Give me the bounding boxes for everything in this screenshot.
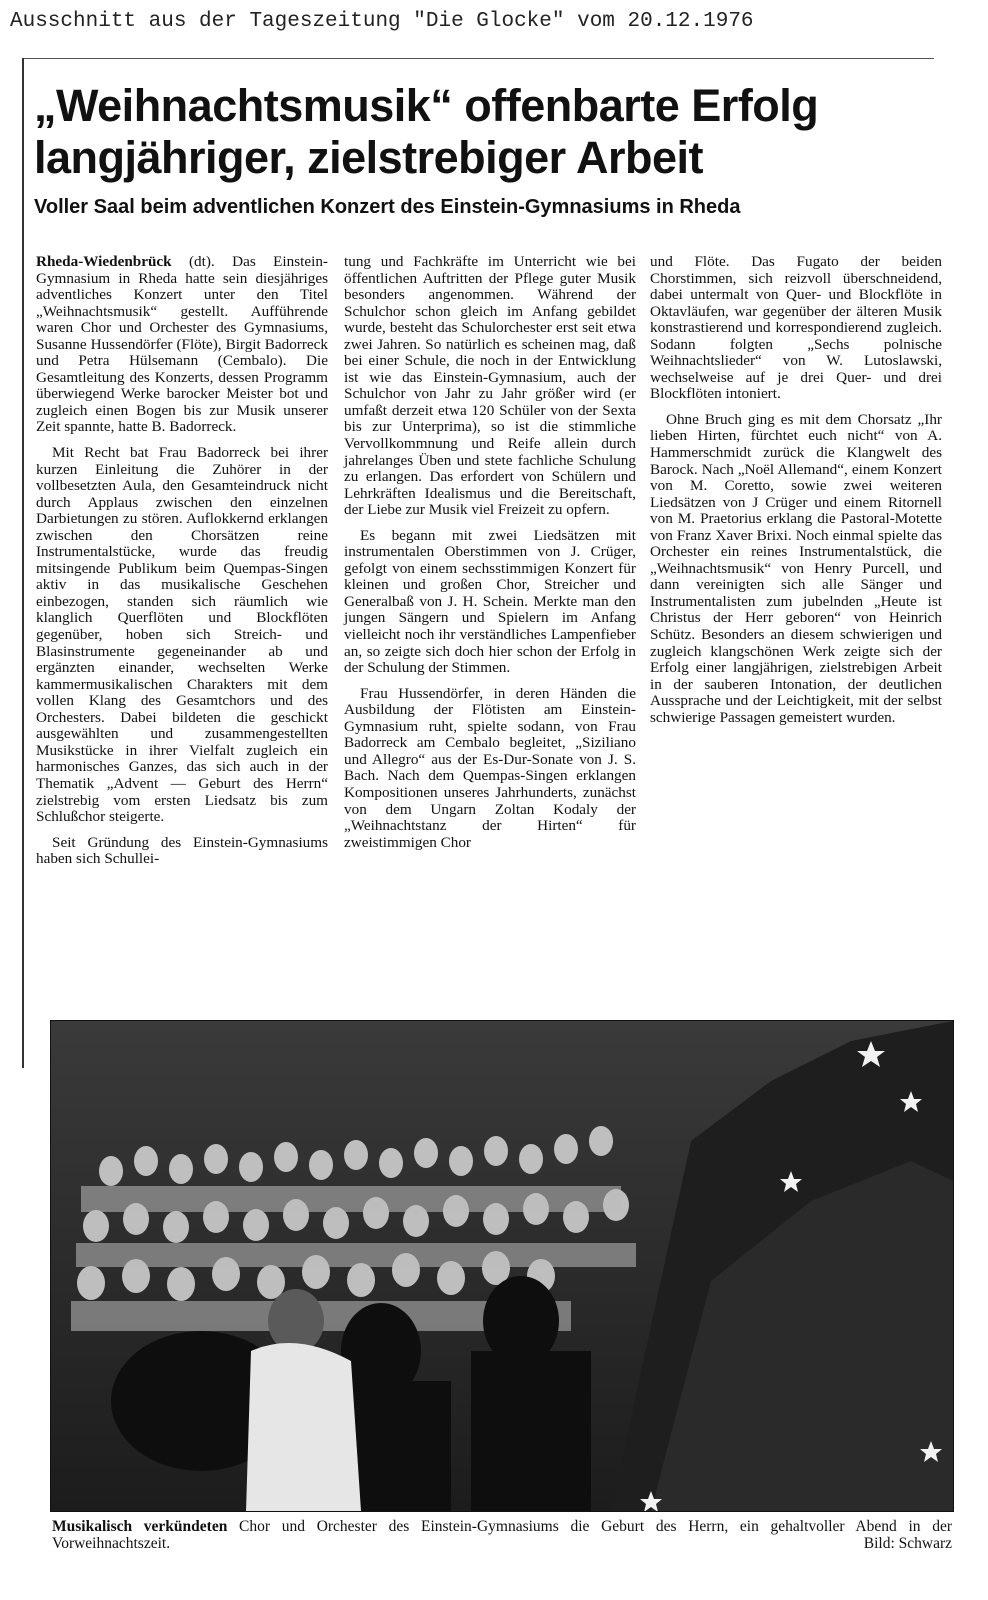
paragraph-5-start: Frau Hussendörfer, in deren Händen die Ausbildung der Flötisten am Einstein-Gymnasium ruht, spielte sodann, von Frau Badorreck am Cembalo begleitet, „Siziliano und Allegro“ aus der Es-Dur-Sonate von J. S. Bach. Nach dem Quempas-Singen erklangen Kompositionen unseres Jahrhunderts, zunächst von dem Ungarn Zoltan Kodaly der „Weihnachtstanz der Hirten“ für zweistimmigen Chor [344,684,636,851]
paragraph-2: Mit Recht bat Frau Badorreck bei ihrer kurzen Einleitung die Zuhörer in der vollbesetzten Aula, den Gesamteindruck nicht durch Applaus zwischen den einzelnen Darbietungen zu stören. Auflokkernd erklangen zwischen den Chorsätzen reine Instrumentalstücke, wurde das freudig mitsingende Publikum beim Quempas-Singen aktiv in das musikalische Geschehen einbezogen, standen sich räumlich wie klanglich Querflöten und Blockflöten gegenüber, hoben sich Streich- und Blasinstrumente gegeneinander ab und ergänzten einander, wechselten Werke kammermusikalischen Charakters mit dem vollen Klang des Gesamtchors und des Orchesters. Dabei bildeten die geschickt ausgewählten und zusammengestellten Musikstücke in ihrer Vielfalt zugleich ein harmonisches Ganzes, das sich auch in der Thematik „Advent — Geburt des Herrn“ zielstrebig vom ersten Liedsatz bis zum Schlußchor steigerte. [36,444,328,826]
text-column-2 [344,254,636,851]
caption-lead: Musikalisch verkündeten [52,1518,228,1535]
top-rule [22,58,934,59]
left-rule [22,58,24,1068]
paragraph-5-continued: und Flöte. Das Fugato der beiden Chorstimmen, sich reizvoll überschneidend, dabei untermalt von Quer- und Blockflöte in Oktavläufen, war gegenüber der älteren Musik konstrastierend und korrespondierend zugleich. Sodann folgten „Sechs polnische Weihnachtslieder“ von W. Lutoslawski, wechselweise auf je drei Quer- und drei Blockflöten intoniert. [650,253,942,403]
headline [34,80,914,184]
caption-text: Chor und Orchester des Einstein-Gymnasiums die Geburt des Herrn, ein gehaltvoller Abend in der Vorweihnachtszeit. [52,1518,952,1552]
dateline: Rheda-Wiedenbrück [36,253,172,270]
paragraph-3-continued: tung und Fachkräfte im Unterricht wie bei öffentlichen Auftritten der Pflege guter Musik besonders angenommen. Während der Schulchor schon gleich im Anfang gebildet wurde, besteht das Schulorchester erst seit etwa zwei Jahren. So natürlich es scheinen mag, daß bei einer Schule, die noch in der Entwicklung ist wie das Einstein-Gymnasium, auch der Schulchor von Jahr zu Jahr größer wird (er umfaßt derzeit etwa 120 Schüler von der Sexta bis zur Unterprima), so ist die stimmliche Vervollkommnung und Reife allein durch jahrelanges Üben und stete fachliche Schulung zu erlangen. Das erfordert von Schülern und Lehrkräften Idealismus und die Bereitschaft, der Liebe zur Musik viel Freizeit zu opfern. [344,253,636,519]
headline-line-2: langjähriger, zielstrebiger Arbeit [34,132,704,183]
headline-line-1: „Weihnachtsmusik“ offenbarte Erfolg [34,80,819,131]
text-column-3 [650,254,942,726]
newspaper-clipping [22,58,970,1596]
concert-photo [50,1020,954,1512]
paragraph-3-start: Seit Gründung des Einstein-Gymnasiums haben sich Schullei- [36,833,328,868]
subheadline: Voller Saal beim adventlichen Konzert des Einstein-Gymnasiums in Rheda [34,196,741,218]
paragraph-6: Ohne Bruch ging es mit dem Chorsatz „Ihr lieben Hirten, fürchtet euch nicht“ von A. Hammerschmidt zurück die Klangwelt des Barock. Nach „Noël Allemand“, einem Konzert von M. Coretto, sowie zwei weiteren Liedsätzen von J Crüger und einem Ritornell von M. Praetorius erklang die Pastoral-Motette von Franz Xaver Brixi. Noch einmal spielte das Orchester ein reines Instrumentalstück, die „Weihnachtsmusik“ von Henry Purcell, und dann vereinigten sich alle Sänger und Instrumentalisten zum jubelnden „Heute ist Christus der Herr geboren“ von Heinrich Schütz. Besonders an diesem schwierigen und zugleich klangschönen Werk zeigte sich der Erfolg einer langjährigen, zielstrebigen Arbeit in der sauberen Intonation, der deutlichen Aussprache und der Leichtigkeit, mit der selbst schwierige Passagen gemeistert wurden. [650,410,942,726]
text-column-1 [36,254,328,868]
photo-caption [52,1518,952,1552]
paragraph-4: Es begann mit zwei Liedsätzen mit instrumentalen Oberstimmen von J. Crüger, gefolgt von einem sechsstimmigen Konzert für kleinen und großen Chor, Streicher und Generalbaß von J. H. Schein. Merkte man den jungen Sängern und Spielern im Anfang vielleicht noch ihr verständliches Lampenfieber an, so zeigte sich doch hier schon der Erfolg in der Schulung der Stimmen. [344,526,636,677]
paragraph-1 [36,254,328,436]
paragraph-1-text: (dt). Das Einstein-Gymnasium in Rheda hatte sein diesjähriges adventliches Konzert unter den Titel „Weihnachtsmusik“ gestellt. Aufführende waren Chor und Orchester des Gymnasiums, Susanne Hussendörfer (Flöte), Birgit Badorreck und Petra Hülsemann (Cembalo). Die Gesamtleitung des Konzerts, dessen Programm überwiegend Werke barocker Meister bot und zugleich einen Bogen bis zur Musik unserer Zeit spannte, hatte B. Badorreck. [36,253,328,436]
archive-source-line: Ausschnitt aus der Tageszeitung "Die Glocke" vom 20.12.1976 [10,10,754,33]
photo-credit: Bild: Schwarz [863,1535,952,1552]
concert-photo-illustration [51,1021,953,1511]
